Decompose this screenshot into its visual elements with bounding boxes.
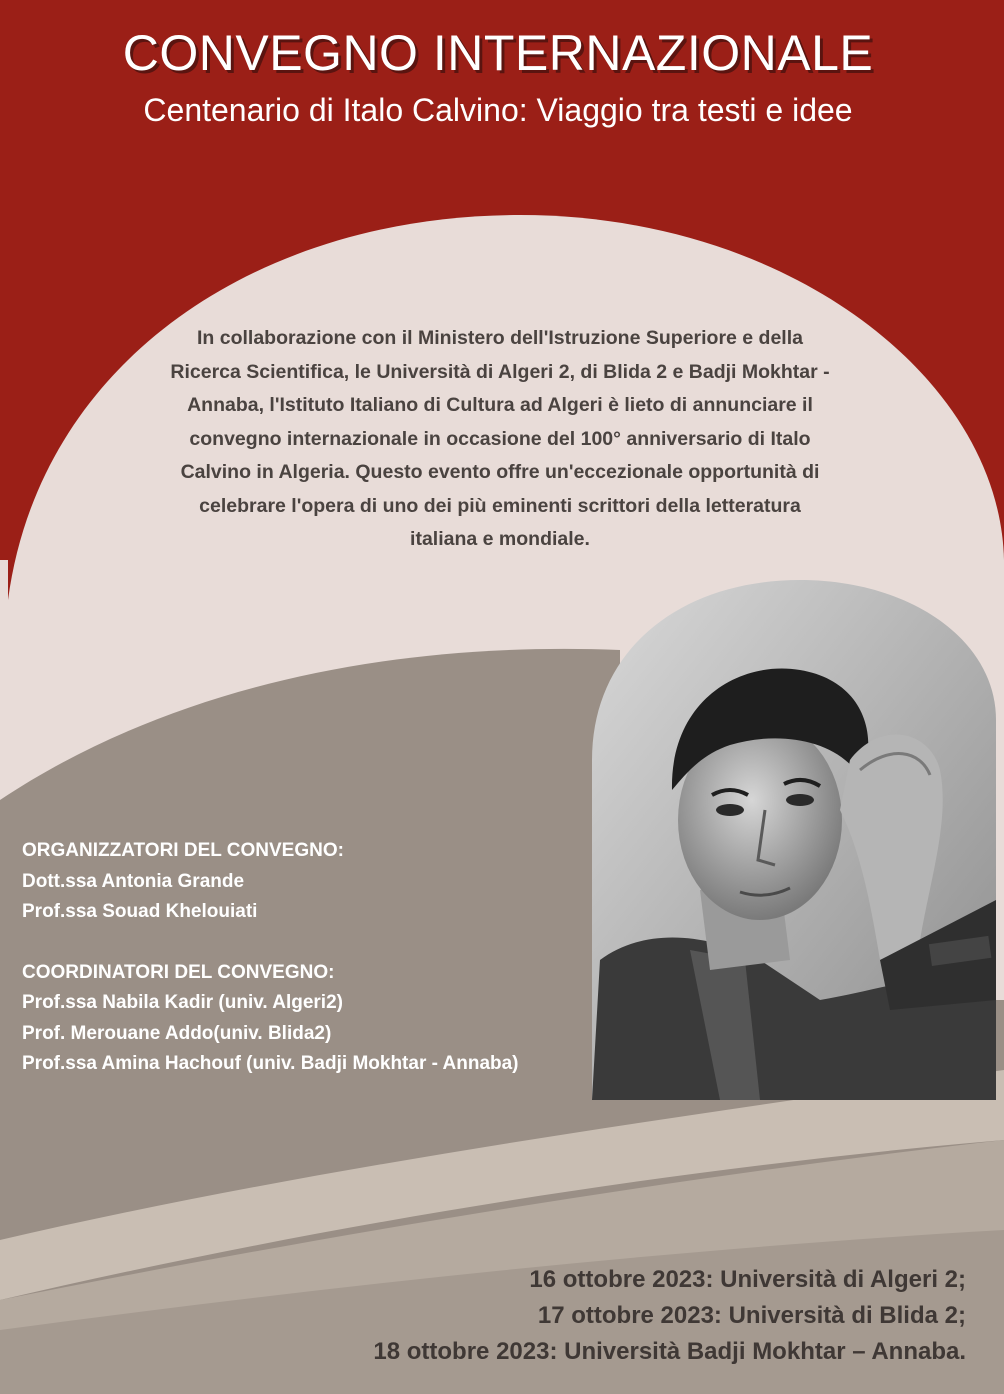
coordinator-name: Prof.ssa Amina Hachouf (univ. Badji Mokhtar - Annaba): [22, 1053, 519, 1074]
intro-line: Calvino in Algeria. Questo evento offre un'eccezionale opportunità di: [180, 461, 820, 483]
intro-line: Annaba, l'Istituto Italiano di Cultura ad Algeri è lieto di annunciare il: [187, 394, 813, 416]
intro-line: In collaborazione con il Ministero dell'Istruzione Superiore e della: [196, 327, 803, 349]
organizer-name: Prof.ssa Souad Khelouiati: [22, 901, 258, 922]
coordinator-name: Prof.ssa Nabila Kadir (univ. Algeri2): [22, 992, 343, 1013]
intro-line: celebrare l'opera di uno dei più eminenti scrittori della letteratura: [199, 494, 801, 517]
coordinators-heading: COORDINATORI DEL CONVEGNO:: [22, 961, 335, 983]
people-section: [22, 836, 612, 1080]
date-line: 17 ottobre 2023: Università di Blida 2;: [537, 1302, 966, 1329]
coordinator-name: Prof. Merouane Addo(univ. Blida2): [22, 1022, 332, 1044]
page-subtitle: Centenario di Italo Calvino: Viaggio tra testi e idee: [143, 92, 853, 128]
intro-line: Ricerca Scientifica, le Università di Algeri 2, di Blida 2 e Badji Mokhtar -: [170, 360, 830, 383]
spacer: [22, 928, 612, 958]
intro-line: convegno internazionale in occasione del 100° anniversario di Italo: [189, 427, 811, 450]
intro-paragraph: [130, 322, 870, 557]
intro-line: italiana e mondiale.: [410, 528, 590, 550]
dates-section: [373, 1262, 966, 1370]
organizer-name: Dott.ssa Antonia Grande: [22, 870, 245, 892]
organizers-heading: ORGANIZZATORI DEL CONVEGNO:: [22, 840, 344, 861]
page-title: CONVEGNO INTERNAZIONALE: [122, 25, 874, 81]
date-line: 16 ottobre 2023: Università di Algeri 2;: [529, 1266, 966, 1293]
date-line: 18 ottobre 2023: Università Badji Mokhtar – Annaba.: [373, 1338, 966, 1365]
